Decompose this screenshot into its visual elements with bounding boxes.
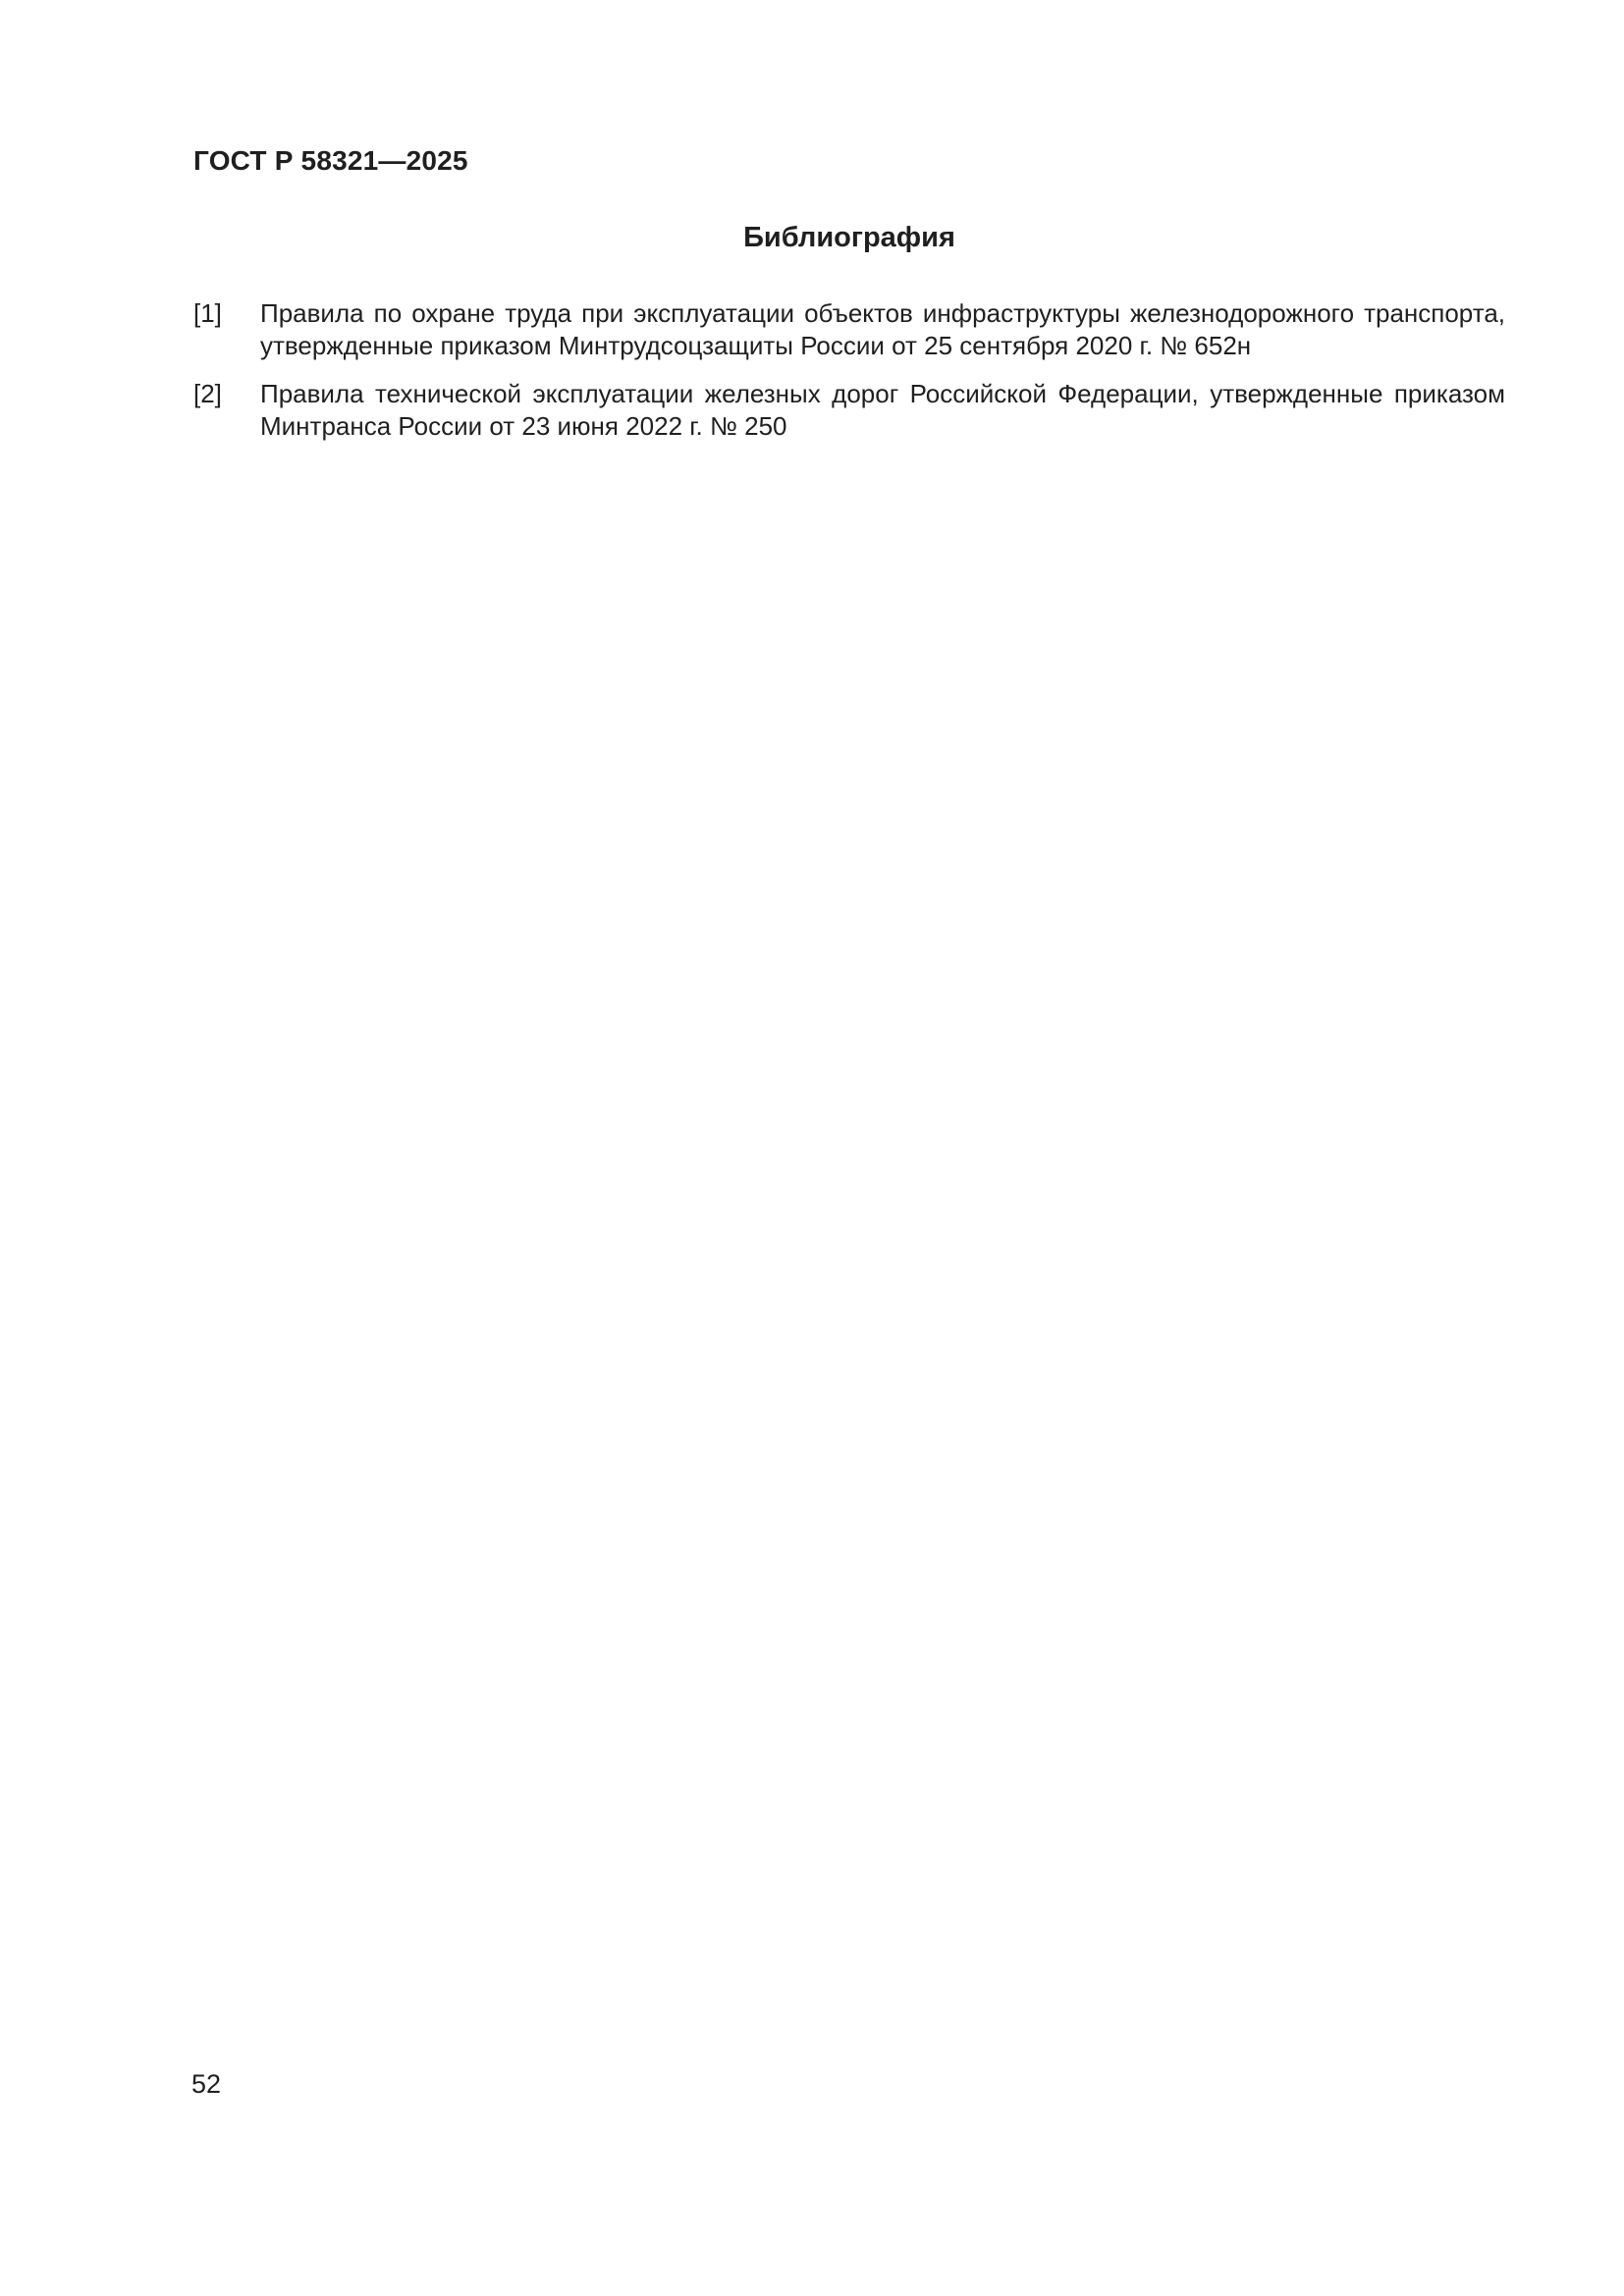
bibliography-entry-1 xyxy=(193,297,1505,362)
standard-code-header: ГОСТ Р 58321—2025 xyxy=(193,145,468,176)
page-number: 52 xyxy=(191,2069,222,2099)
bibliography-entry-2-line-2: Минтранса России от 23 июня 2022 г. № 250 xyxy=(260,411,787,441)
bibliography-list xyxy=(193,297,1505,458)
bibliography-entry-2-number: [2] xyxy=(193,379,222,408)
bibliography-entry-1-text xyxy=(260,297,1505,362)
bibliography-entry-1-number: [1] xyxy=(193,298,222,328)
bibliography-entry-2-text xyxy=(260,378,1505,443)
bibliography-entry-1-line-2: утвержденные приказом Минтрудсоцзащиты России от 25 сентября 2020 г. № 652н xyxy=(260,331,1252,360)
bibliography-entry-2 xyxy=(193,378,1505,443)
bibliography-title: Библиография xyxy=(743,222,955,253)
bibliography-entry-1-line-1: Правила по охране труда при эксплуатации объектов инфраструктуры железнодорожного транспорта, xyxy=(260,298,1505,328)
bibliography-entry-2-line-1: Правила технической эксплуатации железных дорог Российской Федерации, утвержденные приказом xyxy=(260,379,1505,408)
